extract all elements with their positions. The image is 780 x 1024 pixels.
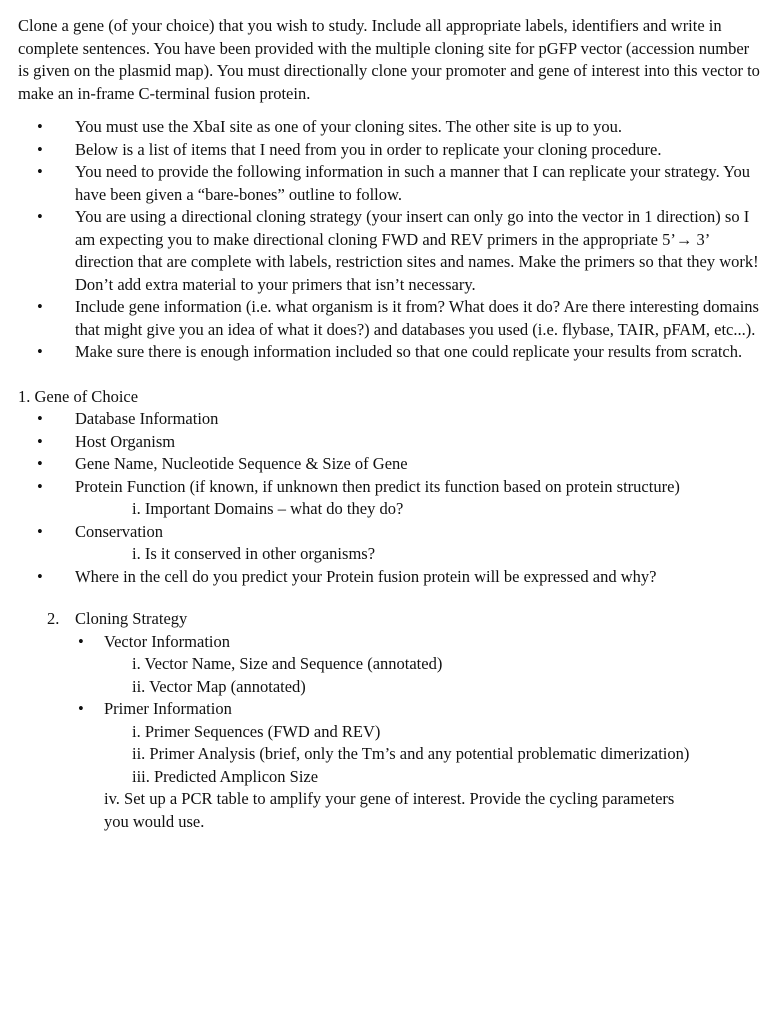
- section-1-item: • Gene Name, Nucleotide Sequence & Size of Gene: [18, 453, 763, 476]
- section-1-item: • Conservation: [18, 521, 763, 544]
- section-2-list: [18, 631, 763, 654]
- requirement-item: • You need to provide the following information in such a manner that I can replicate your strategy. You have been given a “bare-bones” outline to follow.: [18, 161, 763, 206]
- section-1-title: 1. Gene of Choice: [18, 386, 139, 406]
- section-1-list: [18, 408, 763, 498]
- section-2-number: 2.: [47, 609, 60, 628]
- requirements-list: [18, 116, 763, 364]
- requirement-item: • Include gene information (i.e. what organism is it from? What does it do? Are there interesting domains that might give you an idea of what it does?) and databases you used (i.e. flybase, TAIR, pFAM, etc...).: [18, 296, 763, 341]
- section-2-list-primer: [18, 698, 763, 721]
- primer-subitem: iii. Predicted Amplicon Size: [132, 766, 319, 786]
- section-1-subitem: i. Important Domains – what do they do?: [132, 499, 404, 518]
- primer-information-item: • Primer Information: [18, 698, 763, 721]
- intro-paragraph: Clone a gene (of your choice) that you wish to study. Include all appropriate labels, identifiers and write in complete sentences. You have been provided with the multiple cloning site for pGFP vector (accession number is given on the plasmid map). You must directionally clone your promoter and gene of interest into this vector to make an in-frame C-terminal fusion protein.: [18, 16, 760, 103]
- requirement-item: • You are using a directional cloning strategy (your insert can only go into the vector in 1 direction) so I am expecting you to make directional cloning FWD and REV primers in the appropriate 5’→ 3’ direction that are complete with labels, restriction sites and names. Make the primers so that they work! Don’t add extra material to your primers that isn’t necessary.: [18, 206, 763, 296]
- vector-information-item: • Vector Information: [18, 631, 763, 654]
- section-2-title: [18, 608, 763, 631]
- section-2-heading: Cloning Strategy: [75, 609, 188, 628]
- section-1-item: • Host Organism: [18, 431, 763, 454]
- vector-subitem: i. Vector Name, Size and Sequence (annotated): [132, 654, 443, 673]
- section-1-item: • Protein Function (if known, if unknown then predict its function based on protein structure): [18, 476, 763, 499]
- primer-subitem: i. Primer Sequences (FWD and REV): [132, 721, 381, 741]
- document-page: [18, 15, 763, 833]
- requirement-item: • Make sure there is enough information included so that one could replicate your results from scratch.: [18, 341, 763, 364]
- section-1-item: • Database Information: [18, 408, 763, 431]
- section-1-item: • Where in the cell do you predict your Protein fusion protein will be expressed and why?: [18, 566, 763, 589]
- requirement-item: • Below is a list of items that I need from you in order to replicate your cloning procedure.: [18, 139, 763, 162]
- pcr-table-item: iv. Set up a PCR table to amplify your gene of interest. Provide the cycling parameters you would use.: [104, 789, 675, 831]
- section-1-list-end: [18, 566, 763, 589]
- section-1-list-cont: [18, 521, 763, 544]
- requirement-item: • You must use the XbaI site as one of your cloning sites. The other site is up to you.: [18, 116, 763, 139]
- vector-subitem: ii. Vector Map (annotated): [132, 676, 306, 696]
- primer-subitem: ii. Primer Analysis (brief, only the Tm’s and any potential problematic dimerization): [132, 744, 690, 763]
- section-1-subitem: i. Is it conserved in other organisms?: [132, 544, 376, 563]
